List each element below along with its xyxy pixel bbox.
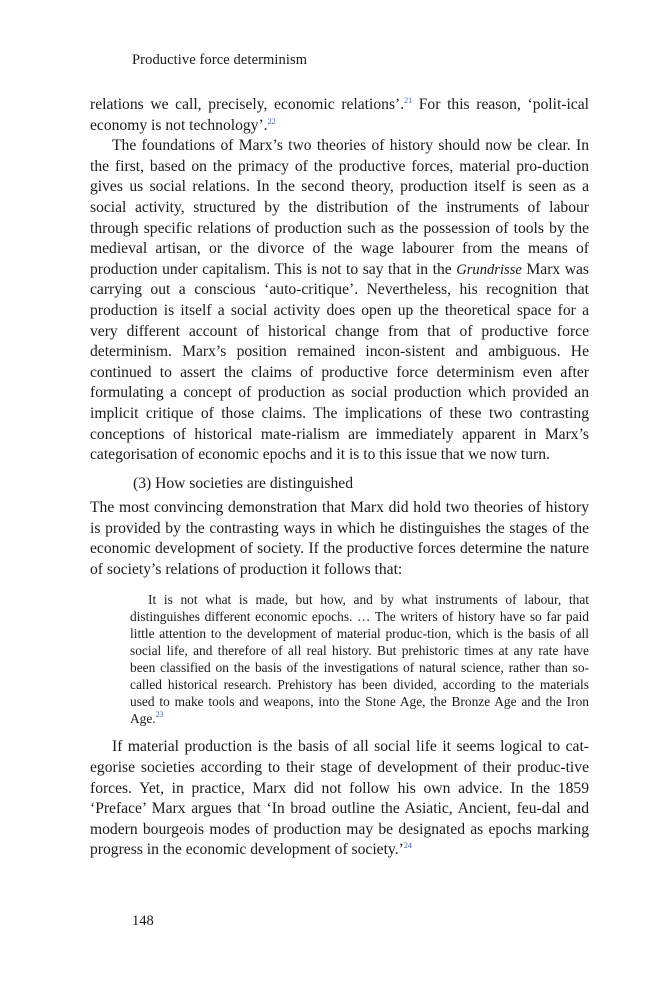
footnote-ref-21[interactable]: 21 [404, 96, 413, 105]
paragraph-1-text-b: For this reason, ‘polit-ical economy is not technology’. [90, 96, 589, 134]
quote-paragraph [130, 591, 589, 728]
paragraph-4 [90, 737, 589, 861]
footnote-ref-23[interactable]: 23 [155, 710, 164, 720]
block-quote [130, 591, 589, 728]
paragraph-2-text-a: The foundations of Marx’s two theories of history should now be clear. In the first, based on the primacy of the productive forces, material pro-duction gives us social relations. In the second theory, production itself is seen as a social activity, structured by the distribution of the instruments of labour through specific relations of production such as the possession of tools by the medieval artisan, or the divorce of the wage labourer from the means of production under capitalism. This is not to say that in the [90, 137, 589, 278]
paragraph-2-text-b: Marx was carrying out a conscious ‘auto-critique’. Nevertheless, his recognition that production is itself a social activity does open up the theoretical space for a very different account of historical change from that of productive force determinism. Marx’s position remained incon-sistent and ambiguous. He continued to assert the claims of productive force determinism even after formulating a concept of production as social production which provided an implicit critique of those claims. The implications of these two contrasting conceptions of historical mate-rialism are immediately apparent in Marx’s categorisation of economic epochs and it is to this issue that we now turn. [90, 260, 589, 464]
quote-text: It is not what is made, but how, and by what instruments of labour, that distinguishes different economic epochs. … The writers of history have so far paid little attention to the development of material produc-tion, which is the basis of all social life, and therefore of all real history. But prehistoric times at any rate have been classified on the basis of the investigations of natural science, rather than so-called historical research. Prehistory has been divided, according to the materials used to make tools and weapons, into the Stone Age, the Bronze Age and the Iron Age. [130, 591, 589, 727]
main-text [90, 95, 589, 861]
book-title-grundrisse: Grundrisse [456, 261, 522, 278]
paragraph-4-text: If material production is the basis of all social life it seems logical to cat-egorise societies according to their stage of development of their produc-tive forces. Yet, in practice, Marx did not follow his own advice. In the 1859 ‘Preface’ Marx argues that ‘In broad outline the Asiatic, Ancient, feu-dal and modern bourgeois modes of production may be designated as epochs marking progress in the economic development of society.’ [90, 738, 589, 859]
page-number: 148 [132, 913, 154, 929]
section-heading: (3) How societies are distinguished [133, 474, 353, 492]
paragraph-1-text-a: relations we call, precisely, economic relations’. [90, 96, 405, 113]
footnote-ref-22[interactable]: 22 [267, 116, 276, 126]
paragraph-3: The most convincing demonstration that Marx did hold two theories of history is provided by the contrasting ways in which he distinguishes the stages of the economic development of society. If the productive forces determine the nature of society’s relations of production it follows that: [90, 499, 589, 579]
paragraph-1 [90, 95, 589, 136]
footnote-ref-24[interactable]: 24 [403, 841, 412, 851]
running-head: Productive force determinism [132, 52, 308, 68]
paragraph-2 [90, 136, 589, 466]
